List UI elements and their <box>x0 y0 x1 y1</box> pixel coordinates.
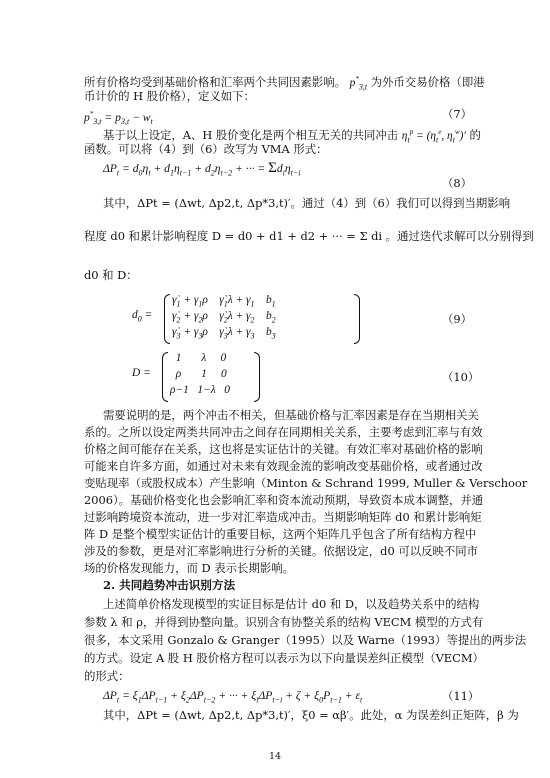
matrix-d0: $d_0$ = $\gammȧ_1 + \gamma_1\rho$ $\gammȧ_1\lambda + \gamma_1$ $b_1$ $\gammȧ_2 + \gamma_2\rho$ $\gammȧ_2\lambda + \gamma_2$ $b_2$ $\gammȧ_3 + \gamma_3\rho$ $\gammȧ_3\lambda + \gamma_3$ $b_3$ <box>132 294 422 344</box>
equation-7-number: （7） <box>442 107 473 121</box>
text-line-7: d0 和 D： <box>84 268 138 282</box>
page-number: 14 <box>268 751 282 762</box>
text-line-6: 程度 d0 和累计影响程度 D = d0 + d1 + d2 + ··· = Σ di 。通过迭代求解可以分别得到 <box>84 229 534 243</box>
paragraph-1-line-3: 可能来自许多方面，如通过对未来有效现金流的影响改变基础价格，或者通过改 <box>84 459 483 473</box>
equation-8-number: （8） <box>442 176 473 190</box>
paragraph-1-line-8: 涉及的参数，更是对汇率影响进行分析的关键。依据设定，d0 可以反映不同市 <box>84 544 479 558</box>
section-heading: 2. 共同趋势冲击识别方法 <box>103 578 236 592</box>
text-line-3: 基于以上设定，A、H 股价变化是两个相互无关的共同冲击 $\eta_t^p = (\eta_t^e$, $\eta_t^w)'$ 的 <box>103 127 481 145</box>
p3-star-symbol: $p^*_{3,t}$ <box>349 75 368 92</box>
paragraph-1-line-6: 过影响跨境资本流动，进一步对汇率造成冲击。当期影响矩阵 d0 和累计影响矩 <box>84 510 482 524</box>
equation-9-number: （9） <box>442 312 473 326</box>
paragraph-1-line-5: 2006）。基础价格变化也会影响汇率和资本流动预期，导致资本成本调整，并通 <box>84 493 484 507</box>
paragraph-2-line-2: 很多，本文采用 Gonzalo & Granger（1995）以及 Warne（1993）等提出的两步法 <box>84 633 527 647</box>
text-line-last: 其中，ΔPt = (Δwt, Δp2,t, Δp*3,t)′，ξ0 = αβ′。此处，α 为误差纠正矩阵，β 为 <box>103 708 519 722</box>
equation-11: $\Delta P_t = \xi_1\Delta P_{t-1} + \xi_2\Delta P_{t-2}$ + ··· + $\xi_i\Delta P_{t-i} + \zeta + \xi_0P_{t-1} + \varepsilon_t$ <box>103 689 363 705</box>
paragraph-2-line-3: 的方式。设定 A 股 H 股价格方程可以表示为以下向量误差纠正模型（VECM） <box>84 651 484 665</box>
text-line-1: 所有价格均受到基础价格和汇率两个共同因素影响。 $p^*_{3,t}$ 为外币交易价格（即港 <box>84 74 485 92</box>
equation-8: $\Delta P_t = d_0\eta_t + d_1\eta_{t-1} + d_2\eta_{t-2}$ + ··· = $\Sigma d_i\eta_{t-i}$ <box>103 160 301 178</box>
text-line-4: 函数。可以将（4）到（6）改写为 VMA 形式： <box>84 142 328 156</box>
text-line-5: 其中，ΔPt = (Δwt, Δp2,t, Δp*3,t)′。通过（4）到（6）我们可以得到当期影响 <box>103 196 511 210</box>
paragraph-1-line-0: 需要说明的是，两个冲击不相关，但基础价格与汇率因素是存在当期相关关 <box>103 408 479 422</box>
paragraph-1-line-9: 场的价格发现能力，而 D 表示长期影响。 <box>84 561 295 575</box>
paragraph-2-line-4: 的形式： <box>84 669 130 683</box>
matrix-D: D = 1 λ 0 ρ 1 0 ρ−1 1−λ 0 <box>132 352 422 402</box>
paragraph-1-line-2: 价格之间可能存在关系，这也将是实证估计的关键。有效汇率对基础价格的影响 <box>84 442 483 456</box>
equation-11-number: （11） <box>442 689 480 703</box>
paragraph-2-line-0: 上述简单价格发现模型的实证目标是估计 d0 和 D，以及趋势关系中的结构 <box>103 597 480 611</box>
equation-10-number: （10） <box>442 370 480 384</box>
paragraph-1-line-7: 阵 D 是整个模型实证估计的重要目标，这两个矩阵几乎包含了所有结构方程中 <box>84 527 477 541</box>
paragraph-1-line-1: 系的。之所以设定两类共同冲击之间存在同期相关关系，主要考虑到汇率与有效 <box>84 425 483 439</box>
paragraph-1-line-4: 变贴现率（或股权成本）产生影响（Minton & Schrand 1999, Muller & Verschoor <box>84 476 528 490</box>
paragraph-2-line-1: 参数 λ 和 ρ，并得到协整向量。识别含有协整关系的结构 VECM 模型的方式有 <box>84 615 484 629</box>
equation-7: $p^*_{3,t} = p_{3,t} - w_t$ <box>84 110 153 127</box>
text-line-2: 币计价的 H 股价格），定义如下： <box>84 89 255 103</box>
